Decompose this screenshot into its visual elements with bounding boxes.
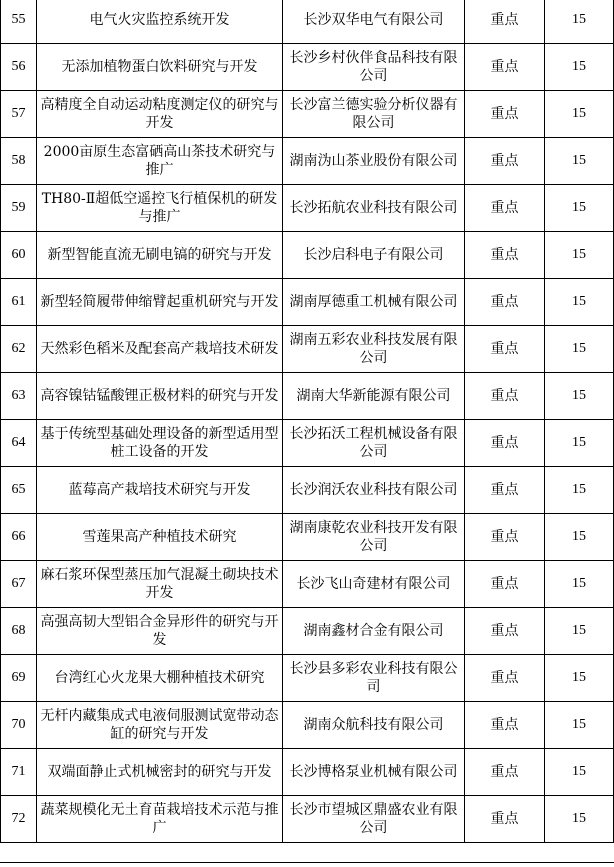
- table-row: [1, 561, 614, 608]
- table-row: [1, 467, 614, 514]
- row-number-cell: 67: [1, 561, 37, 608]
- table-row: [1, 0, 614, 44]
- priority-cell: 重点: [465, 514, 545, 561]
- table-row: [1, 326, 614, 373]
- company-name-cell: 长沙拓沃工程机械设备有限公司: [283, 420, 465, 467]
- project-name-cell: 双端面静止式机械密封的研究与开发: [37, 749, 283, 796]
- row-number-cell: 57: [1, 91, 37, 138]
- row-number-cell: 68: [1, 608, 37, 655]
- row-number-cell: 58: [1, 138, 37, 185]
- score-cell: 15: [545, 91, 614, 138]
- priority-cell: 重点: [465, 796, 545, 843]
- row-number-cell: 71: [1, 749, 37, 796]
- row-number-cell: 65: [1, 467, 37, 514]
- row-number-cell: 61: [1, 279, 37, 326]
- project-name-cell: 麻石浆环保型蒸压加气混凝土砌块技术开发: [37, 561, 283, 608]
- company-name-cell: 长沙市望城区鼎盛农业有限公司: [283, 796, 465, 843]
- table-row: [1, 138, 614, 185]
- project-name-cell: 新型智能直流无刷电镐的研究与开发: [37, 232, 283, 279]
- score-cell: 15: [545, 185, 614, 232]
- table-row: [1, 91, 614, 138]
- row-number-cell: 72: [1, 796, 37, 843]
- row-number-cell: 64: [1, 420, 37, 467]
- table-row: [1, 796, 614, 843]
- score-cell: 15: [545, 608, 614, 655]
- score-cell: 15: [545, 796, 614, 843]
- project-table-body: [1, 0, 614, 843]
- company-name-cell: 湖南鑫材合金有限公司: [283, 608, 465, 655]
- priority-cell: 重点: [465, 232, 545, 279]
- company-name-cell: 湖南众航科技有限公司: [283, 702, 465, 749]
- priority-cell: 重点: [465, 373, 545, 420]
- score-cell: 15: [545, 232, 614, 279]
- company-name-cell: 长沙双华电气有限公司: [283, 0, 465, 44]
- project-name-cell: 蔬菜规模化无土育苗栽培技术示范与推广: [37, 796, 283, 843]
- table-row: [1, 655, 614, 702]
- row-number-cell: 60: [1, 232, 37, 279]
- score-cell: 15: [545, 0, 614, 44]
- row-number-cell: 66: [1, 514, 37, 561]
- score-cell: 15: [545, 44, 614, 91]
- company-name-cell: 长沙乡村伙伴食品科技有限公司: [283, 44, 465, 91]
- table-row: [1, 373, 614, 420]
- company-name-cell: 长沙富兰德实验分析仪器有限公司: [283, 91, 465, 138]
- row-number-cell: 56: [1, 44, 37, 91]
- priority-cell: 重点: [465, 467, 545, 514]
- row-number-cell: 59: [1, 185, 37, 232]
- company-name-cell: 湖南厚德重工机械有限公司: [283, 279, 465, 326]
- score-cell: 15: [545, 138, 614, 185]
- row-number-cell: 70: [1, 702, 37, 749]
- table-continuation-edge: [0, 862, 614, 867]
- table-row: [1, 608, 614, 655]
- row-number-cell: 63: [1, 373, 37, 420]
- project-name-cell: TH80-Ⅱ超低空遥控飞行植保机的研发与推广: [37, 185, 283, 232]
- score-cell: 15: [545, 373, 614, 420]
- score-cell: 15: [545, 420, 614, 467]
- project-name-cell: 无添加植物蛋白饮料研究与开发: [37, 44, 283, 91]
- score-cell: 15: [545, 749, 614, 796]
- score-cell: 15: [545, 326, 614, 373]
- score-cell: 15: [545, 702, 614, 749]
- project-name-cell: 新型轻简履带伸缩臂起重机研究与开发: [37, 279, 283, 326]
- priority-cell: 重点: [465, 185, 545, 232]
- table-row: [1, 232, 614, 279]
- project-name-cell: 蓝莓高产栽培技术研究与开发: [37, 467, 283, 514]
- project-name-cell: 高精度全自动运动粘度测定仪的研究与开发: [37, 91, 283, 138]
- priority-cell: 重点: [465, 44, 545, 91]
- project-name-cell: 雪莲果高产种植技术研究: [37, 514, 283, 561]
- company-name-cell: 长沙博格泵业机械有限公司: [283, 749, 465, 796]
- row-number-cell: 69: [1, 655, 37, 702]
- project-name-cell: 基于传统型基础处理设备的新型适用型桩工设备的开发: [37, 420, 283, 467]
- table-row: [1, 420, 614, 467]
- project-name-cell: 台湾红心火龙果大棚种植技术研究: [37, 655, 283, 702]
- project-name-cell: 2000亩原生态富硒高山茶技术研究与推广: [37, 138, 283, 185]
- priority-cell: 重点: [465, 0, 545, 44]
- project-name-cell: 高容镍钴锰酸锂正极材料的研究与开发: [37, 373, 283, 420]
- score-cell: 15: [545, 467, 614, 514]
- priority-cell: 重点: [465, 91, 545, 138]
- company-name-cell: 长沙县多彩农业科技有限公司: [283, 655, 465, 702]
- row-number-cell: 62: [1, 326, 37, 373]
- company-name-cell: 湖南沩山茶业股份有限公司: [283, 138, 465, 185]
- row-number-cell: 55: [1, 0, 37, 44]
- project-name-cell: 高强高韧大型铝合金异形件的研究与开发: [37, 608, 283, 655]
- priority-cell: 重点: [465, 420, 545, 467]
- score-cell: 15: [545, 514, 614, 561]
- table-row: [1, 279, 614, 326]
- priority-cell: 重点: [465, 702, 545, 749]
- project-name-cell: 天然彩色稻米及配套高产栽培技术研发: [37, 326, 283, 373]
- priority-cell: 重点: [465, 279, 545, 326]
- priority-cell: 重点: [465, 138, 545, 185]
- priority-cell: 重点: [465, 608, 545, 655]
- table-row: [1, 702, 614, 749]
- table-row: [1, 44, 614, 91]
- project-name-cell: 电气火灾监控系统开发: [37, 0, 283, 44]
- company-name-cell: 长沙润沃农业科技有限公司: [283, 467, 465, 514]
- priority-cell: 重点: [465, 561, 545, 608]
- score-cell: 15: [545, 279, 614, 326]
- company-name-cell: 湖南五彩农业科技发展有限公司: [283, 326, 465, 373]
- project-name-cell: 无杆内藏集成式电液伺服测试宽带动态缸的研究与开发: [37, 702, 283, 749]
- priority-cell: 重点: [465, 749, 545, 796]
- table-row: [1, 514, 614, 561]
- company-name-cell: 长沙拓航农业科技有限公司: [283, 185, 465, 232]
- table-row: [1, 185, 614, 232]
- company-name-cell: 长沙启科电子有限公司: [283, 232, 465, 279]
- priority-cell: 重点: [465, 326, 545, 373]
- company-name-cell: 湖南大华新能源有限公司: [283, 373, 465, 420]
- priority-cell: 重点: [465, 655, 545, 702]
- company-name-cell: 湖南康乾农业科技开发有限公司: [283, 514, 465, 561]
- table-row: [1, 749, 614, 796]
- score-cell: 15: [545, 655, 614, 702]
- score-cell: 15: [545, 561, 614, 608]
- company-name-cell: 长沙飞山奇建材有限公司: [283, 561, 465, 608]
